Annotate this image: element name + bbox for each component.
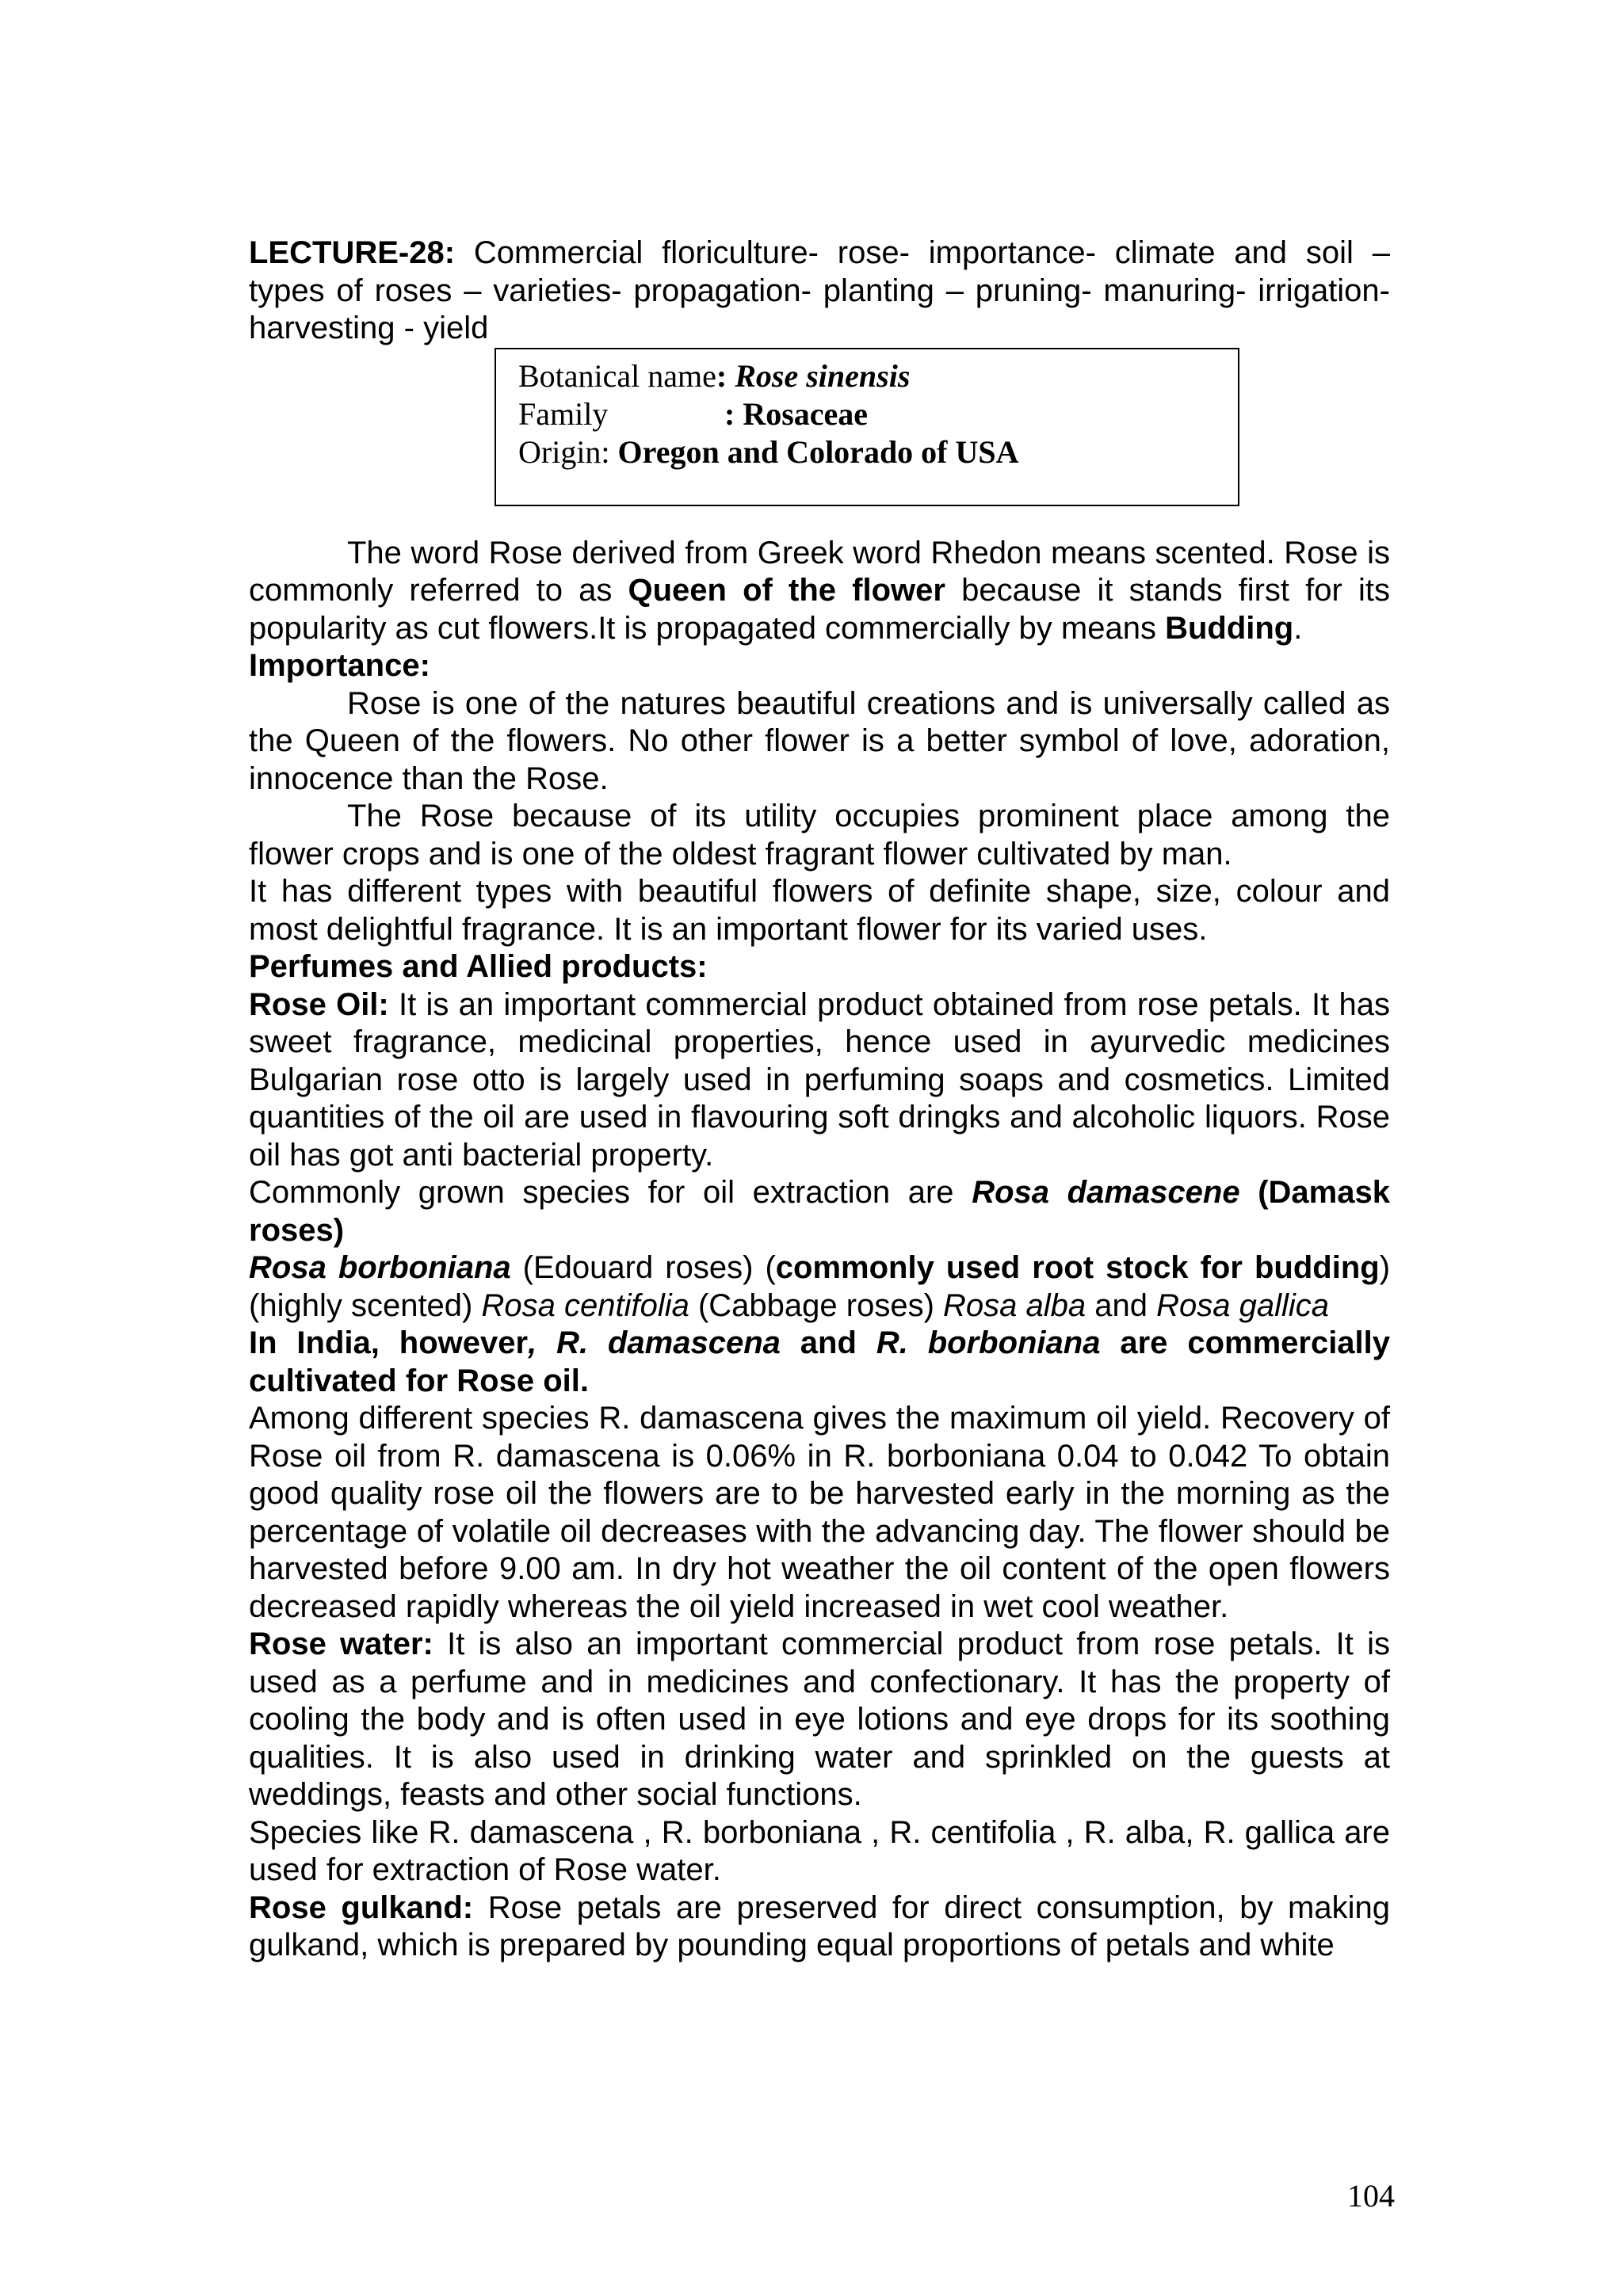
botanical-name-separator: : <box>716 357 735 394</box>
species-rosa-centifolia: Rosa centifolia <box>481 1287 689 1323</box>
perfumes-heading: Perfumes and Allied products: <box>249 949 708 984</box>
gulkand-text: Rose petals are preserved for direct consumption, by making gulkand, which is prepared by pounding equal proportions of petals and white <box>249 1890 1390 1962</box>
india-text-1: In India, however <box>249 1325 529 1360</box>
intro-paragraph <box>249 535 1390 648</box>
rose-oil-label: Rose Oil: <box>249 986 389 1022</box>
oil-species-paragraph <box>249 1174 1390 1249</box>
species-rosa-alba: Rosa alba <box>943 1287 1086 1323</box>
species-damask-desc: (Damask roses) <box>249 1175 1390 1248</box>
intro-text-1: The word Rose derived from Greek word Rhedon means scented. Rose is commonly referred to as <box>249 535 1390 608</box>
lecture-title: Commercial floriculture- rose- importance- climate and soil – types of roses – varieties- propagation- planting – pruning- manuring- irrigation- harvesting - yield <box>249 235 1390 345</box>
highly-scented-note: ) (highly scented) <box>249 1250 1391 1323</box>
lecture-label: LECTURE-28: <box>249 235 456 270</box>
rose-water-text: It is also an important commercial product from rose petals. It is used as a perfume and in medicines and confectionary. It has the property of cooling the body and is often used in eye lotions and eye drops for its soothing qualities. It is also used in drinking water and sprinkled on the guests at weddings, feasts and other social functions. <box>249 1627 1390 1812</box>
botanical-info-box <box>495 348 1239 506</box>
oil-yield-paragraph: Among different species R. damascena gives the maximum oil yield. Recovery of Rose oil from R. damascena is 0.06% in R. borboniana 0.04 to 0.042 To obtain good quality rose oil the flowers are to be harvested early in the morning as the percentage of volatile oil decreases with the advancing day. The flower should be harvested before 9.00 am. In dry hot weather the oil content of the open flowers decreased rapidly whereas the oil yield increased in wet cool weather. <box>249 1401 1390 1624</box>
botanical-name-value: Rose sinensis <box>735 357 911 394</box>
family-label: Family <box>518 395 609 432</box>
intro-text-end: . <box>1293 610 1303 646</box>
importance-paragraph-2: The Rose because of its utility occupies prominent place among the flower crops and is one of the oldest fragrant flower cultivated by man. <box>249 799 1390 871</box>
rose-water-species-paragraph: Species like R. damascena , R. borboniana , R. centifolia , R. alba, R. gallica are used for extraction of Rose water. <box>249 1814 1390 1887</box>
india-comma: , <box>528 1325 557 1360</box>
more-species-paragraph <box>249 1249 1390 1325</box>
root-stock-note: commonly used root stock for budding <box>775 1250 1380 1285</box>
queen-of-flower: Queen of the flower <box>628 573 945 608</box>
budding-term: Budding <box>1165 610 1294 646</box>
intro-text-2: because it stands first for its popularity as cut flowers.It is propagated commercially by means <box>249 573 1391 646</box>
gulkand-label: Rose gulkand: <box>249 1890 474 1925</box>
botanical-name-label: Botanical name <box>518 357 716 394</box>
botanical-name-row <box>518 357 1238 395</box>
origin-value: Oregon and Colorado of USA <box>617 433 1019 470</box>
india-r-damascena: R. damascena <box>556 1325 781 1360</box>
importance-paragraph-3: It has different types with beautiful flowers of definite shape, size, colour and most delightful fragrance. It is an important flower for its varied uses. <box>249 874 1390 947</box>
origin-row <box>518 433 1238 471</box>
species-cabbage-desc: (Cabbage roses) <box>689 1287 944 1323</box>
rose-oil-text: It is an important commercial product obtained from rose petals. It has sweet fragrance, medicinal properties, hence used in ayurvedic medicines Bulgarian rose otto is largely used in perfuming soaps and cosmetics. Limited quantities of the oil are used in flavouring soft dringks and alcoholic liquors. Rose oil has got anti bacterial property. <box>249 986 1391 1173</box>
species-rosa-gallica: Rosa gallica <box>1156 1287 1329 1323</box>
and-word: and <box>1086 1287 1157 1323</box>
india-text-and: and <box>780 1325 876 1360</box>
species-intro: Commonly grown species for oil extraction are <box>249 1175 972 1210</box>
lecture-heading <box>249 235 1390 348</box>
india-r-borboniana: R. borboniana <box>876 1325 1101 1360</box>
rose-water-paragraph <box>249 1626 1390 1814</box>
origin-label: Origin: <box>518 433 618 470</box>
rose-water-label: Rose water: <box>249 1627 433 1661</box>
importance-heading: Importance: <box>249 648 430 683</box>
importance-paragraph-1: Rose is one of the natures beautiful creations and is universally called as the Queen of the flowers. No other flower is a better symbol of love, adoration, innocence than the Rose. <box>249 685 1390 796</box>
india-text-end: are commercially cultivated for Rose oil. <box>249 1325 1391 1398</box>
species-edouard-desc: (Edouard roses) ( <box>510 1250 776 1285</box>
gulkand-paragraph <box>249 1890 1390 1965</box>
family-row <box>518 395 1238 433</box>
species-rosa-damascene: Rosa damascene <box>972 1175 1240 1210</box>
page-number: 104 <box>1347 2178 1395 2214</box>
rose-oil-paragraph <box>249 986 1390 1175</box>
page-content <box>249 235 1390 1965</box>
family-value: : Rosaceae <box>724 395 869 432</box>
species-rosa-borboniana: Rosa borboniana <box>249 1250 511 1285</box>
india-paragraph <box>249 1325 1390 1400</box>
